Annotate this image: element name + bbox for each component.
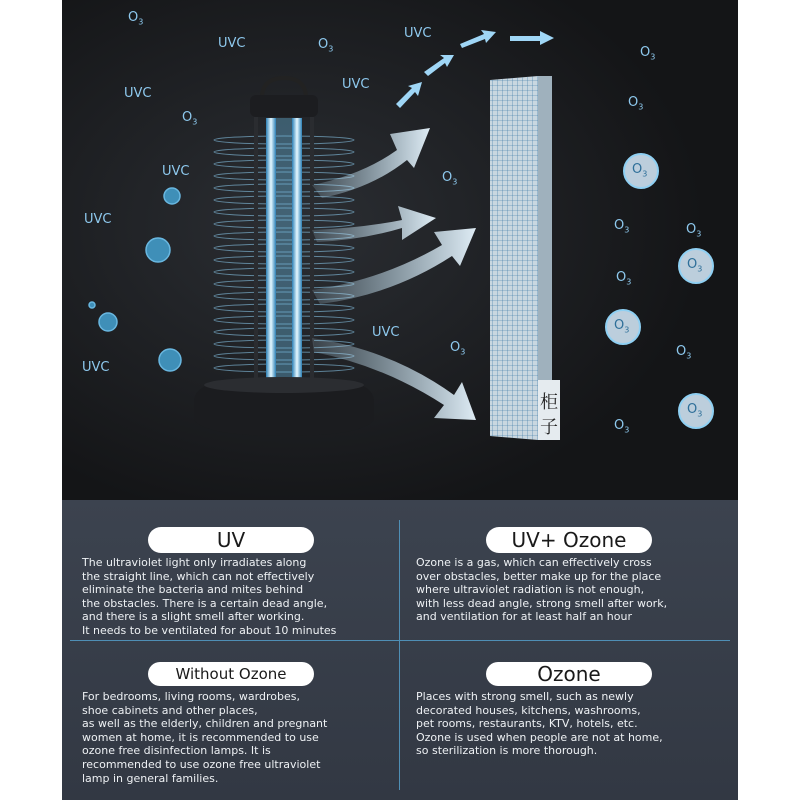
uvc-label: UVC: [372, 325, 400, 340]
uv-lamp-illustration: [62, 0, 738, 500]
uv-ozone-title: UV+ Ozone: [486, 527, 652, 553]
uv-title: UV: [148, 527, 314, 553]
ozone-label: $O_3$: [442, 170, 458, 187]
uvc-label: UVC: [162, 164, 190, 179]
uvc-label: UVC: [124, 86, 152, 101]
without-ozone-line: shoe cabinets and other places,: [82, 703, 258, 717]
product-infographic: [62, 0, 738, 800]
cabinet-char: 柜: [540, 392, 558, 413]
cabinet-char: 子: [540, 417, 558, 438]
uv-ozone-line: Ozone is a gas, which can effectively cross: [416, 556, 652, 569]
without-ozone-title: Without Ozone: [148, 662, 314, 686]
uvc-label: UVC: [218, 36, 246, 51]
ozone-line: pet rooms, restaurants, KTV, hotels, etc.: [416, 717, 638, 731]
ozone-bubble-label: $O_3$: [632, 162, 648, 179]
ozone-line: so sterilization is more thorough.: [416, 744, 598, 758]
uv-ozone-line: over obstacles, better make up for the place: [416, 569, 662, 583]
uv-line: the straight line, which can not effectively: [82, 569, 315, 583]
uvc-label: UVC: [404, 26, 432, 41]
without-ozone-line: For bedrooms, living rooms, wardrobes,: [82, 690, 300, 703]
without-ozone-line: women at home, it is recommended to use: [82, 730, 319, 744]
ozone-label: $O_3$: [614, 218, 630, 235]
ozone-bubble-label: $O_3$: [614, 318, 630, 335]
uv-ozone-line: and ventilation for at least half an hour: [416, 610, 632, 624]
uvc-label: UVC: [84, 212, 112, 227]
ozone-label: $O_3$: [628, 95, 644, 112]
without-ozone-line: as well as the elderly, children and pregnant: [82, 717, 328, 731]
uv-line: eliminate the bacteria and mites behind: [82, 583, 304, 597]
ozone-description: [416, 690, 663, 758]
uv-ozone-description: [416, 556, 667, 624]
ozone-label: $O_3$: [640, 45, 656, 62]
ozone-label: $O_3$: [686, 222, 702, 239]
uv-line: The ultraviolet light only irradiates along: [82, 556, 307, 569]
uv-line: and there is a slight smell after working.: [82, 610, 305, 624]
ozone-label: $O_3$: [676, 344, 692, 361]
ozone-label: $O_3$: [128, 10, 144, 27]
uv-ozone-line: with less dead angle, strong smell after work,: [416, 596, 668, 610]
uvc-label: UVC: [82, 360, 110, 375]
without-ozone-line: recommended to use ozone free ultraviolet: [82, 757, 321, 771]
uv-description: [82, 556, 336, 638]
ozone-label: $O_3$: [614, 418, 630, 435]
uvc-label: UVC: [342, 77, 370, 92]
without-ozone-line: ozone free disinfection lamps. It is: [82, 744, 271, 758]
uv-ozone-line: where ultraviolet radiation is not enough,: [416, 583, 645, 597]
uv-line: the obstacles. There is a certain dead angle,: [82, 596, 328, 610]
ozone-title: Ozone: [486, 662, 652, 686]
ozone-label: $O_3$: [182, 110, 198, 127]
without-ozone-line: lamp in general families.: [82, 771, 219, 785]
ozone-line: Places with strong smell, such as newly: [416, 690, 634, 703]
without-ozone-description: [82, 690, 327, 785]
hero-illustration: [62, 0, 738, 500]
ozone-label: $O_3$: [318, 37, 334, 54]
ozone-line: decorated houses, kitchens, washrooms,: [416, 703, 641, 717]
horizontal-divider: [70, 640, 730, 641]
ozone-label: $O_3$: [450, 340, 466, 357]
ozone-bubble-label: $O_3$: [687, 402, 703, 419]
ozone-bubble-label: $O_3$: [687, 257, 703, 274]
vertical-divider: [399, 520, 400, 790]
ozone-line: Ozone is used when people are not at home,: [416, 730, 663, 744]
ozone-label: $O_3$: [616, 270, 632, 287]
uv-line: It needs to be ventilated for about 10 minutes: [82, 623, 337, 637]
